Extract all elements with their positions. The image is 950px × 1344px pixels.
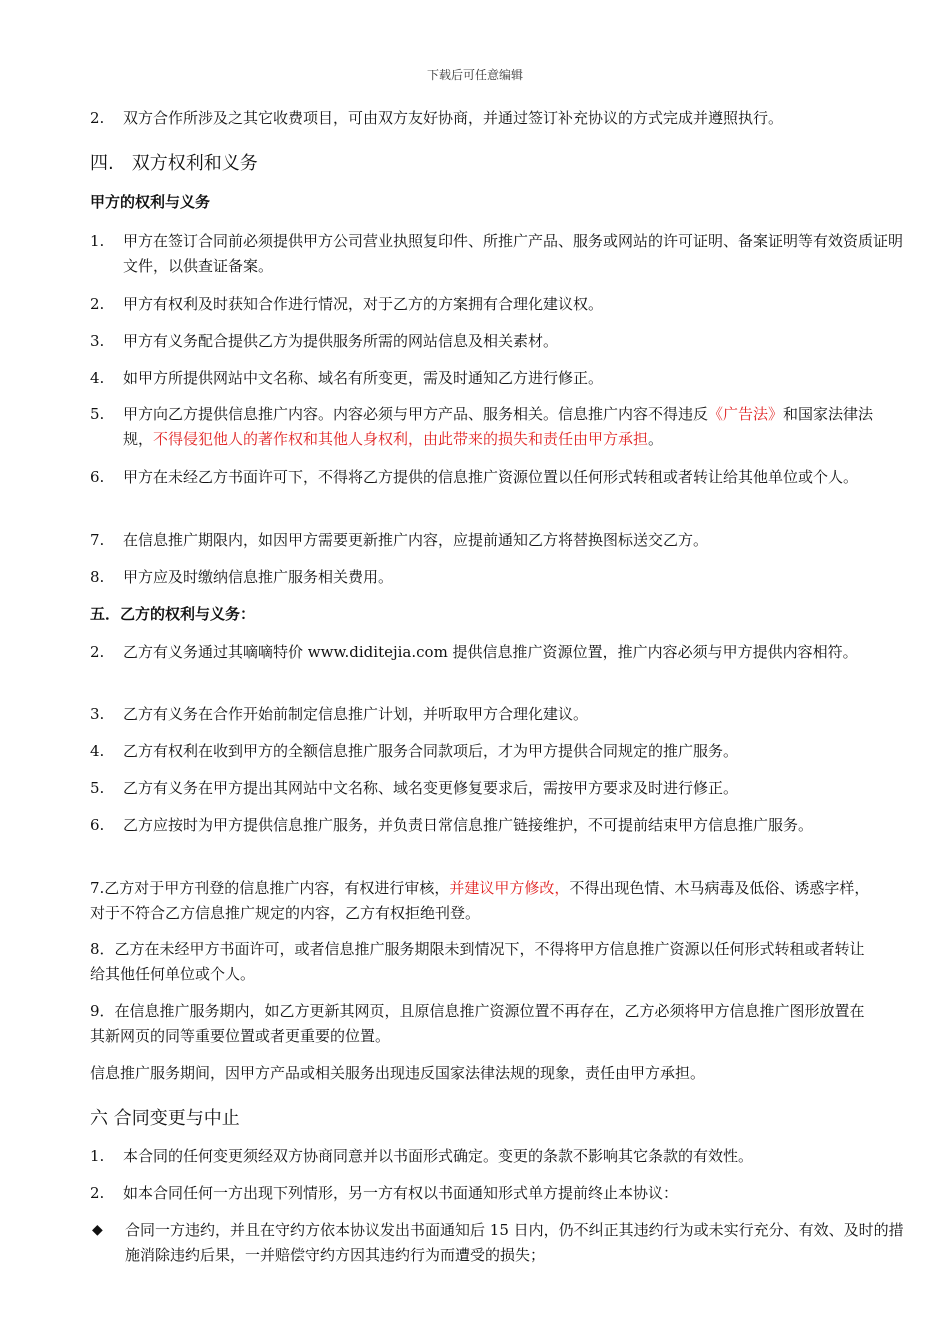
item-number: 8. [90, 568, 105, 586]
item-text: 甲方有义务配合提供乙方为提供服务所需的网站信息及相关素材。 [123, 332, 559, 350]
item-number: 5. [90, 405, 105, 423]
item-number: 2. [90, 295, 105, 313]
termination-bullet [92, 1218, 905, 1268]
party-a-heading: 甲方的权利与义务 [90, 193, 211, 211]
change-item-1 [90, 1144, 903, 1169]
item-number: 4. [90, 369, 105, 387]
change-item-2 [90, 1181, 903, 1206]
party-a-item-6 [90, 465, 903, 490]
party-a-item-8 [90, 565, 903, 590]
party-a-item-3 [90, 329, 903, 354]
item-text-part: 。 [648, 430, 664, 448]
item-number: 7. [90, 531, 105, 549]
party-b-item-5 [90, 776, 903, 801]
item-number: 1. [90, 1147, 105, 1165]
section-4-heading: 四. 双方权利和义务 [90, 153, 258, 174]
party-b-item-2 [90, 640, 903, 665]
party-a-item-1 [90, 229, 903, 279]
item-text: 甲方在签订合同前必须提供甲方公司营业执照复印件、所推广产品、服务或网站的许可证明、备案证明等有效资质证明文件，以供查证备案。 [123, 232, 904, 275]
item-number: 5. [90, 779, 105, 797]
party-b-heading: 五．乙方的权利与义务： [90, 605, 256, 623]
section-6-heading: 六 合同变更与中止 [90, 1108, 240, 1129]
item-number: 3. [90, 705, 105, 723]
item-text: 甲方应及时缴纳信息推广服务相关费用。 [123, 568, 394, 586]
item-text: 双方合作所涉及之其它收费项目，可由双方友好协商，并通过签订补充协议的方式完成并遵照执行。 [123, 109, 784, 127]
item-text: 乙方有义务在合作开始前制定信息推广计划，并听取甲方合理化建议。 [123, 705, 589, 723]
item-text: 乙方有义务在甲方提出其网站中文名称、域名变更修复要求后，需按甲方要求及时进行修正。 [123, 779, 739, 797]
item-text-part: 甲方向乙方提供信息推广内容。内容必须与甲方产品、服务相关。信息推广内容不得违反 [123, 405, 709, 423]
item-text: 如本合同任何一方出现下列情形，另一方有权以书面通知形式单方提前终止本协议： [123, 1184, 679, 1202]
item-number: 6. [90, 816, 105, 834]
party-b-item-3 [90, 702, 903, 727]
item-text: 甲方在未经乙方书面许可下，不得将乙方提供的信息推广资源位置以任何形式转租或者转让给其他单位或个人。 [123, 468, 859, 486]
party-a-item-4 [90, 366, 903, 391]
item-text: 乙方有权利在收到甲方的全额信息推广服务合同款项后，才为甲方提供合同规定的推广服务。 [123, 742, 739, 760]
item-number: 1. [90, 232, 105, 250]
item-text: 如甲方所提供网站中文名称、域名有所变更，需及时通知乙方进行修正。 [123, 369, 604, 387]
item-text: 乙方有义务通过其嘀嘀特价 www.diditejia.com 提供信息推广资源位置，推广内容必须与甲方提供内容相符。 [123, 643, 858, 661]
item-text: 在信息推广期限内，如因甲方需要更新推广内容，应提前通知乙方将替换图标送交乙方。 [123, 531, 709, 549]
page-header: 下载后可任意编辑 [426, 68, 523, 82]
bullet-text: 合同一方违约，并且在守约方依本协议发出书面通知后 15 日内，仍不纠正其违约行为或未实行充分、有效、及时的措施消除违约后果，一并赔偿守约方因其违约行为而遭受的损失； [125, 1221, 904, 1264]
item-text: 甲方有权利及时获知合作进行情况，对于乙方的方案拥有合理化建议权。 [123, 295, 604, 313]
party-b-item-9: 9．在信息推广服务期内，如乙方更新其网页，且原信息推广资源位置不再存在，乙方必须将甲方信息推广图形放置在其新网页的同等重要位置或者更重要的位置。 [90, 1002, 865, 1045]
item-number: 3. [90, 332, 105, 350]
item-text-part: 和国家法律法规， [123, 405, 874, 448]
item-text-part: 不得出现色情、木马病毒及低俗、诱惑字样，对于不符合乙方信息推广规定的内容，乙方有权拒绝刊登。 [90, 879, 870, 922]
item-number: 2. [90, 1184, 105, 1202]
party-a-item-2 [90, 292, 903, 317]
advertising-law-text: 《广告法》 [708, 405, 784, 423]
item-number: 2. [90, 643, 105, 661]
suggest-revision-text: 并建议甲方修改， [449, 879, 570, 897]
item-text: 乙方应按时为甲方提供信息推广服务，并负责日常信息推广链接维护，不可提前结束甲方信息推广服务。 [123, 816, 814, 834]
item-text: 本合同的任何变更须经双方协商同意并以书面形式确定。变更的条款不影响其它条款的有效性。 [123, 1147, 754, 1165]
diamond-bullet-icon: ◆ [92, 1222, 103, 1238]
liability-warning-text: 不得侵犯他人的著作权和其他人身权利，由此带来的损失和责任由甲方承担 [153, 430, 649, 448]
item-number: 2. [90, 109, 105, 127]
party-a-item-7 [90, 528, 903, 553]
item-number: 4. [90, 742, 105, 760]
party-b-item-7 [90, 876, 870, 926]
item-text-part: 7.乙方对于甲方刊登的信息推广内容，有权进行审核， [90, 879, 450, 897]
fee-item-2 [90, 106, 903, 131]
party-b-item-8: 8．乙方在未经甲方书面许可，或者信息推广服务期限未到情况下，不得将甲方信息推广资源以任何形式转租或者转让给其他任何单位或个人。 [90, 940, 865, 983]
party-b-note: 信息推广服务期间，因甲方产品或相关服务出现违反国家法律法规的现象，责任由甲方承担。 [90, 1064, 706, 1082]
party-b-item-4 [90, 739, 903, 764]
item-number: 6. [90, 468, 105, 486]
party-a-item-5 [90, 402, 903, 452]
party-b-item-6 [90, 813, 903, 838]
